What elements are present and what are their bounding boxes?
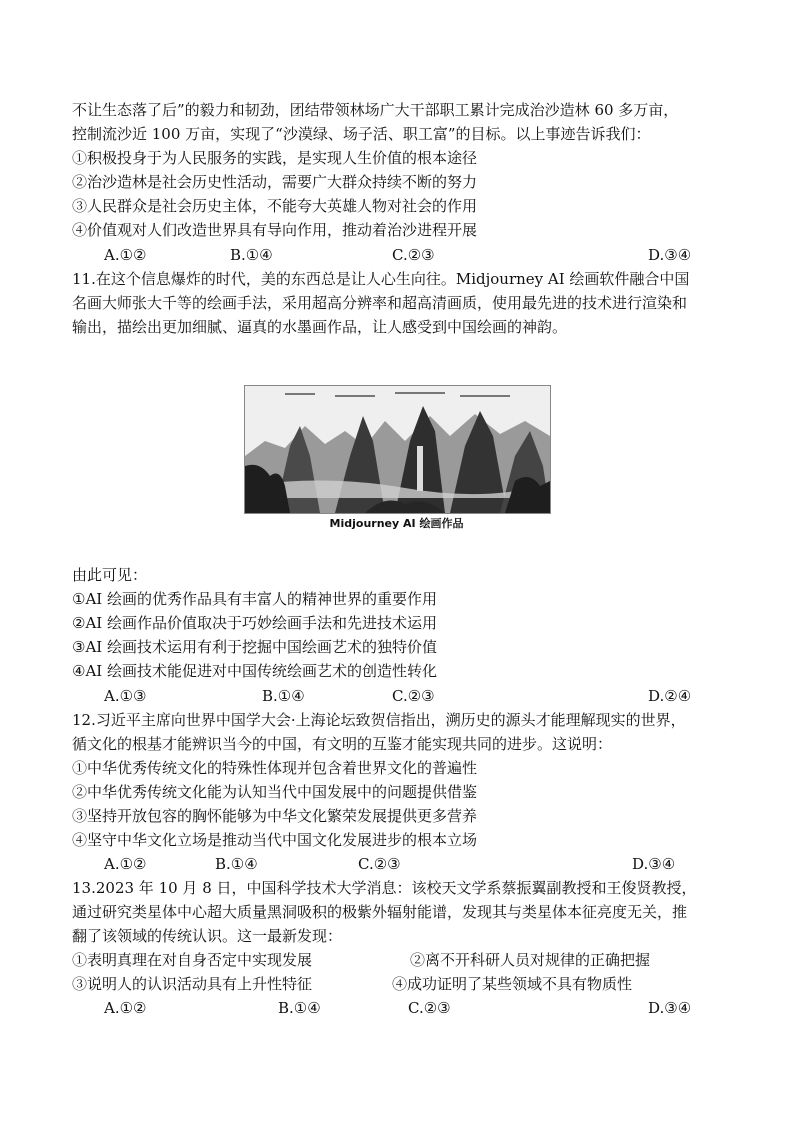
q12-option-b: B.①④ <box>215 855 258 873</box>
q10-item-4: ④价值观对人们改造世界具有导向作用，推动着治沙进程开展 <box>72 221 478 239</box>
q11-item-4: ④AI 绘画技术能促进对中国传统绘画艺术的创造性转化 <box>72 662 437 680</box>
q12-text-line-1: 12.习近平主席向世界中国学大会·上海论坛致贺信指出，溯历史的源头才能理解现实的世界， <box>72 711 686 729</box>
q12-item-1: ①中华优秀传统文化的特殊性体现并包含着世界文化的普遍性 <box>72 759 478 777</box>
q10-option-a: A.①② <box>104 246 147 264</box>
q12-item-3: ③坚持开放包容的胸怀能够为中华文化繁荣发展提供更多营养 <box>72 807 478 825</box>
q12-text-line-2: 循文化的根基才能辨识当今的中国，有文明的互鉴才能实现共同的进步。这说明： <box>72 735 613 753</box>
q11-item-1: ①AI 绘画的优秀作品具有丰富人的精神世界的重要作用 <box>72 590 437 608</box>
q12-item-4: ④坚守中华文化立场是推动当代中国文化发展进步的根本立场 <box>72 831 478 849</box>
q11-item-3: ③AI 绘画技术运用有利于挖掘中国绘画艺术的独特价值 <box>72 638 437 656</box>
q13-text-line-2: 通过研究类星体中心超大质量黑洞吸积的极紫外辐射能谱，发现其与类星体本征亮度无关，推 <box>72 903 688 921</box>
q11-text-line-3: 输出，描绘出更加细腻、逼真的水墨画作品，让人感受到中国绘画的神韵。 <box>72 318 568 336</box>
q13-text-line-3: 翻了该领域的传统认识。这一最新发现： <box>72 927 343 945</box>
q13-text-line-1: 13.2023 年 10 月 8 日，中国科学技术大学消息：该校天文学系蔡振翼副教授和王俊贤教授， <box>72 879 697 897</box>
q13-item-3: ③说明人的认识活动具有上升性特征 <box>72 975 313 993</box>
q13-item-4: ④成功证明了某些领域不具有物质性 <box>392 975 633 993</box>
q11-stem: 由此可见： <box>72 566 148 584</box>
q11-option-c: C.②③ <box>392 687 435 705</box>
q13-option-c: C.②③ <box>408 999 451 1017</box>
q13-option-d: D.③④ <box>648 999 692 1017</box>
q10-text-line-1: 不让生态落了后”的毅力和韧劲，团结带领林场广大干部职工累计完成治沙造林 60 多万亩， <box>72 101 679 119</box>
q10-option-b: B.①④ <box>230 246 273 264</box>
q10-item-1: ①积极投身于为人民服务的实践，是实现人生价值的根本途径 <box>72 149 478 167</box>
q11-option-d: D.②④ <box>648 687 692 705</box>
q11-item-2: ②AI 绘画作品价值取决于巧妙绘画手法和先进技术运用 <box>72 614 437 632</box>
q12-option-d: D.③④ <box>632 855 676 873</box>
q10-item-3: ③人民群众是社会历史主体，不能夸大英雄人物对社会的作用 <box>72 197 478 215</box>
q13-option-b: B.①④ <box>278 999 321 1017</box>
figure-caption: Midjourney AI 绘画作品 <box>329 517 464 530</box>
q12-option-a: A.①② <box>104 855 147 873</box>
q12-option-c: C.②③ <box>358 855 401 873</box>
q13-item-1: ①表明真理在对自身否定中实现发展 <box>72 951 313 969</box>
q10-option-d: D.③④ <box>648 246 692 264</box>
q11-option-a: A.①③ <box>104 687 147 705</box>
q11-option-b: B.①④ <box>262 687 305 705</box>
q12-item-2: ②中华优秀传统文化能为认知当代中国发展中的问题提供借鉴 <box>72 783 478 801</box>
q10-item-2: ②治沙造林是社会历史性活动，需要广大群众持续不断的努力 <box>72 173 478 191</box>
q13-option-a: A.①② <box>104 999 147 1017</box>
q13-item-2: ②离不开科研人员对规律的正确把握 <box>410 951 651 969</box>
q11-text-line-1: 11.在这个信息爆炸的时代，美的东西总是让人心生向往。Midjourney AI 绘画软件融合中国 <box>72 270 690 288</box>
ink-painting-image <box>244 385 551 514</box>
q10-option-c: C.②③ <box>392 246 435 264</box>
q10-text-line-2: 控制流沙近 100 万亩，实现了“沙漠绿、场子活、职工富”的目标。以上事迹告诉我们： <box>72 125 651 143</box>
q11-text-line-2: 名画大师张大千等的绘画手法，采用超高分辨率和超高清画质，使用最先进的技术进行渲染和 <box>72 294 688 312</box>
